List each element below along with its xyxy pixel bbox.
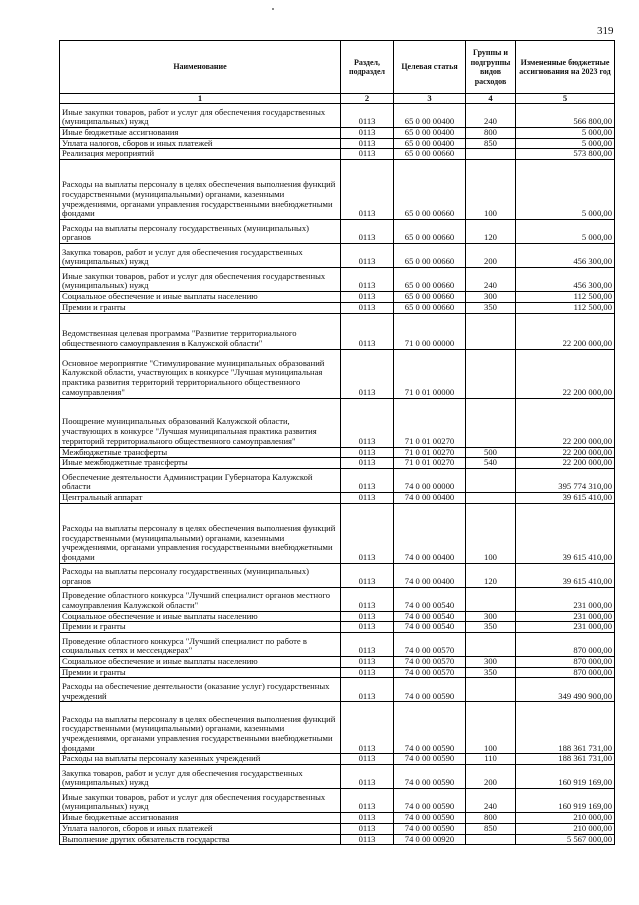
column-number: 4	[466, 94, 516, 104]
cell-section: 0113	[341, 104, 394, 128]
cell-amount: 566 800,00	[516, 104, 615, 128]
cell-name: Иные бюджетные ассигнования	[60, 128, 341, 139]
cell-target: 74 0 00 00570	[394, 657, 466, 668]
header-groups: Группы и подгруппы видов расходов	[466, 41, 516, 94]
cell-section: 0113	[341, 503, 394, 563]
cell-target: 71 0 01 00270	[394, 458, 466, 469]
cell-group	[466, 149, 516, 160]
cell-target: 65 0 00 00400	[394, 128, 466, 139]
cell-amount: 349 490 900,00	[516, 678, 615, 702]
cell-amount: 870 000,00	[516, 657, 615, 668]
cell-group: 350	[466, 622, 516, 633]
cell-section: 0113	[341, 611, 394, 622]
cell-target: 71 0 00 00000	[394, 313, 466, 349]
table-row	[60, 622, 615, 633]
cell-target: 74 0 00 00590	[394, 678, 466, 702]
header-target: Целевая статья	[394, 41, 466, 94]
cell-section: 0113	[341, 302, 394, 313]
header-amount: Измененные бюджетные ассигнования на 2023 год	[516, 41, 615, 94]
cell-name: Расходы на выплаты персоналу казенных учреждений	[60, 754, 341, 765]
cell-amount: 160 919 169,00	[516, 789, 615, 813]
cell-section: 0113	[341, 244, 394, 268]
cell-target: 65 0 00 00660	[394, 160, 466, 220]
cell-amount: 39 615 410,00	[516, 492, 615, 503]
cell-group	[466, 468, 516, 492]
cell-group: 800	[466, 128, 516, 139]
cell-name: Уплата налогов, сборов и иных платежей	[60, 823, 341, 834]
cell-target: 74 0 00 00540	[394, 622, 466, 633]
cell-amount: 5 000,00	[516, 128, 615, 139]
table-row	[60, 292, 615, 303]
cell-group: 800	[466, 813, 516, 824]
cell-group	[466, 633, 516, 657]
table-row	[60, 633, 615, 657]
table-row	[60, 754, 615, 765]
cell-section: 0113	[341, 633, 394, 657]
cell-name: Премии и гранты	[60, 302, 341, 313]
cell-group: 850	[466, 823, 516, 834]
cell-target: 74 0 00 00570	[394, 667, 466, 678]
table-row	[60, 587, 615, 611]
cell-group: 240	[466, 104, 516, 128]
cell-name: Уплата налогов, сборов и иных платежей	[60, 138, 341, 149]
cell-amount: 5 000,00	[516, 160, 615, 220]
cell-amount: 112 500,00	[516, 292, 615, 303]
scan-speck	[272, 8, 274, 10]
table-row	[60, 702, 615, 754]
column-number: 2	[341, 94, 394, 104]
cell-target: 74 0 00 00590	[394, 789, 466, 813]
table-body	[60, 104, 615, 845]
cell-section: 0113	[341, 667, 394, 678]
cell-amount: 395 774 310,00	[516, 468, 615, 492]
cell-name: Расходы на выплаты персоналу в целях обеспечения выполнения функций государственными (муниципальными) органами, казенными учреждениями, органами управления государственными внебюджетными фондами	[60, 503, 341, 563]
cell-group: 350	[466, 302, 516, 313]
cell-group: 240	[466, 268, 516, 292]
cell-target: 71 0 01 00000	[394, 349, 466, 398]
cell-section: 0113	[341, 678, 394, 702]
table-row	[60, 104, 615, 128]
header-row	[60, 41, 615, 94]
cell-name: Иные закупки товаров, работ и услуг для обеспечения государственных (муниципальных) нужд	[60, 268, 341, 292]
header-section: Раздел, подраздел	[341, 41, 394, 94]
table-row	[60, 349, 615, 398]
cell-amount: 231 000,00	[516, 622, 615, 633]
cell-target: 65 0 00 00660	[394, 302, 466, 313]
cell-amount: 210 000,00	[516, 823, 615, 834]
cell-amount: 5 567 000,00	[516, 834, 615, 845]
table-row	[60, 611, 615, 622]
cell-group	[466, 398, 516, 447]
cell-group: 850	[466, 138, 516, 149]
cell-group: 300	[466, 611, 516, 622]
cell-name: Иные бюджетные ассигнования	[60, 813, 341, 824]
cell-section: 0113	[341, 563, 394, 587]
cell-group: 350	[466, 667, 516, 678]
cell-group: 240	[466, 789, 516, 813]
column-number: 5	[516, 94, 615, 104]
cell-name: Закупка товаров, работ и услуг для обеспечения государственных (муниципальных) нужд	[60, 765, 341, 789]
table-row	[60, 823, 615, 834]
table-row	[60, 678, 615, 702]
cell-name: Ведомственная целевая программа "Развитие территориального общественного самоуправления в Калужской области"	[60, 313, 341, 349]
cell-section: 0113	[341, 292, 394, 303]
cell-amount: 112 500,00	[516, 302, 615, 313]
column-number-row	[60, 94, 615, 104]
cell-section: 0113	[341, 349, 394, 398]
cell-target: 74 0 00 00540	[394, 611, 466, 622]
cell-name: Расходы на выплаты персоналу государственных (муниципальных) органов	[60, 220, 341, 244]
cell-amount: 22 200 000,00	[516, 458, 615, 469]
cell-name: Иные закупки товаров, работ и услуг для обеспечения государственных (муниципальных) нужд	[60, 789, 341, 813]
cell-name: Расходы на выплаты персоналу в целях обеспечения выполнения функций государственными (муниципальными) органами, казенными учреждениями, органами управления государственными внебюджетными фондами	[60, 160, 341, 220]
cell-name: Расходы на выплаты персоналу в целях обеспечения выполнения функций государственными (муниципальными) органами, казенными учреждениями, органами управления государственными внебюджетными фондами	[60, 702, 341, 754]
cell-name: Поощрение муниципальных образований Калужской области, участвующих в конкурсе "Лучшая муниципальная практика развития территорий территориального общественного самоуправления"	[60, 398, 341, 447]
cell-section: 0113	[341, 220, 394, 244]
table-row	[60, 563, 615, 587]
header-name: Наименование	[60, 41, 341, 94]
cell-group: 100	[466, 702, 516, 754]
cell-target: 74 0 00 00920	[394, 834, 466, 845]
cell-group: 300	[466, 657, 516, 668]
cell-amount: 456 300,00	[516, 244, 615, 268]
cell-name: Премии и гранты	[60, 622, 341, 633]
cell-target: 65 0 00 00660	[394, 244, 466, 268]
cell-target: 71 0 01 00270	[394, 398, 466, 447]
cell-name: Расходы на выплаты персоналу государственных (муниципальных) органов	[60, 563, 341, 587]
cell-name: Реализация мероприятий	[60, 149, 341, 160]
cell-group	[466, 492, 516, 503]
cell-section: 0113	[341, 813, 394, 824]
cell-target: 65 0 00 00660	[394, 292, 466, 303]
cell-section: 0113	[341, 128, 394, 139]
table-row	[60, 160, 615, 220]
cell-section: 0113	[341, 458, 394, 469]
cell-section: 0113	[341, 492, 394, 503]
cell-amount: 870 000,00	[516, 633, 615, 657]
table-row	[60, 244, 615, 268]
cell-target: 65 0 00 00660	[394, 149, 466, 160]
table-row	[60, 313, 615, 349]
table-row	[60, 128, 615, 139]
cell-amount: 5 000,00	[516, 220, 615, 244]
cell-section: 0113	[341, 823, 394, 834]
cell-name: Социальное обеспечение и иные выплаты населению	[60, 657, 341, 668]
cell-section: 0113	[341, 657, 394, 668]
cell-target: 74 0 00 00590	[394, 813, 466, 824]
cell-section: 0113	[341, 622, 394, 633]
cell-target: 74 0 00 00570	[394, 633, 466, 657]
cell-amount: 5 000,00	[516, 138, 615, 149]
column-number: 3	[394, 94, 466, 104]
cell-target: 65 0 00 00660	[394, 268, 466, 292]
cell-section: 0113	[341, 834, 394, 845]
cell-amount: 160 919 169,00	[516, 765, 615, 789]
cell-section: 0113	[341, 468, 394, 492]
table-row	[60, 813, 615, 824]
cell-name: Социальное обеспечение и иные выплаты населению	[60, 611, 341, 622]
cell-section: 0113	[341, 160, 394, 220]
cell-name: Закупка товаров, работ и услуг для обеспечения государственных (муниципальных) нужд	[60, 244, 341, 268]
table-row	[60, 667, 615, 678]
cell-target: 65 0 00 00400	[394, 104, 466, 128]
cell-target: 74 0 00 00400	[394, 503, 466, 563]
table-row	[60, 268, 615, 292]
cell-group: 540	[466, 458, 516, 469]
cell-group: 200	[466, 244, 516, 268]
column-number: 1	[60, 94, 341, 104]
table-row	[60, 220, 615, 244]
table-row	[60, 447, 615, 458]
cell-target: 65 0 00 00400	[394, 138, 466, 149]
cell-amount: 231 000,00	[516, 611, 615, 622]
cell-target: 74 0 00 00000	[394, 468, 466, 492]
cell-target: 74 0 00 00540	[394, 587, 466, 611]
cell-section: 0113	[341, 138, 394, 149]
cell-group	[466, 313, 516, 349]
cell-name: Социальное обеспечение и иные выплаты населению	[60, 292, 341, 303]
cell-name: Иные закупки товаров, работ и услуг для обеспечения государственных (муниципальных) нужд	[60, 104, 341, 128]
cell-section: 0113	[341, 149, 394, 160]
table-row	[60, 503, 615, 563]
table-row	[60, 492, 615, 503]
cell-target: 71 0 01 00270	[394, 447, 466, 458]
table-row	[60, 149, 615, 160]
cell-amount: 22 200 000,00	[516, 313, 615, 349]
cell-amount: 22 200 000,00	[516, 349, 615, 398]
cell-name: Премии и гранты	[60, 667, 341, 678]
table-row	[60, 468, 615, 492]
cell-name: Выполнение других обязательств государства	[60, 834, 341, 845]
cell-group: 100	[466, 160, 516, 220]
cell-amount: 573 800,00	[516, 149, 615, 160]
cell-group	[466, 834, 516, 845]
cell-amount: 210 000,00	[516, 813, 615, 824]
cell-group	[466, 587, 516, 611]
cell-section: 0113	[341, 765, 394, 789]
cell-group: 300	[466, 292, 516, 303]
cell-section: 0113	[341, 754, 394, 765]
cell-target: 74 0 00 00590	[394, 702, 466, 754]
cell-section: 0113	[341, 268, 394, 292]
cell-name: Расходы на обеспечение деятельности (оказание услуг) государственных учреждений	[60, 678, 341, 702]
cell-group	[466, 349, 516, 398]
cell-group: 110	[466, 754, 516, 765]
cell-section: 0113	[341, 702, 394, 754]
cell-name: Основное мероприятие "Стимулирование муниципальных образований Калужской области, участвующих в конкурсе "Лучшая муниципальная практика развития территорий территориального общественного самоуправления"	[60, 349, 341, 398]
page-number: 319	[597, 25, 614, 37]
cell-amount: 456 300,00	[516, 268, 615, 292]
cell-section: 0113	[341, 789, 394, 813]
cell-group	[466, 678, 516, 702]
cell-name: Иные межбюджетные трансферты	[60, 458, 341, 469]
cell-name: Обеспечение деятельности Администрации Губернатора Калужской области	[60, 468, 341, 492]
cell-amount: 39 615 410,00	[516, 563, 615, 587]
table-row	[60, 657, 615, 668]
cell-target: 74 0 00 00590	[394, 754, 466, 765]
table-row	[60, 302, 615, 313]
cell-amount: 188 361 731,00	[516, 702, 615, 754]
cell-amount: 188 361 731,00	[516, 754, 615, 765]
cell-amount: 22 200 000,00	[516, 447, 615, 458]
table-row	[60, 765, 615, 789]
cell-section: 0113	[341, 313, 394, 349]
cell-target: 74 0 00 00590	[394, 823, 466, 834]
cell-name: Межбюджетные трансферты	[60, 447, 341, 458]
table-row	[60, 138, 615, 149]
cell-section: 0113	[341, 587, 394, 611]
table-row	[60, 789, 615, 813]
cell-target: 74 0 00 00590	[394, 765, 466, 789]
budget-table	[59, 40, 615, 845]
cell-amount: 231 000,00	[516, 587, 615, 611]
cell-group: 120	[466, 220, 516, 244]
cell-target: 65 0 00 00660	[394, 220, 466, 244]
table-row	[60, 834, 615, 845]
cell-target: 74 0 00 00400	[394, 563, 466, 587]
table-row	[60, 458, 615, 469]
cell-section: 0113	[341, 447, 394, 458]
cell-amount: 39 615 410,00	[516, 503, 615, 563]
cell-group: 200	[466, 765, 516, 789]
cell-section: 0113	[341, 398, 394, 447]
cell-group: 500	[466, 447, 516, 458]
table-row	[60, 398, 615, 447]
cell-group: 120	[466, 563, 516, 587]
cell-name: Проведение областного конкурса "Лучший специалист по работе в социальных сетях и мессенджерах"	[60, 633, 341, 657]
cell-group: 100	[466, 503, 516, 563]
cell-name: Центральный аппарат	[60, 492, 341, 503]
cell-target: 74 0 00 00400	[394, 492, 466, 503]
cell-amount: 870 000,00	[516, 667, 615, 678]
cell-name: Проведение областного конкурса "Лучший специалист органов местного самоуправления Калужской области"	[60, 587, 341, 611]
cell-amount: 22 200 000,00	[516, 398, 615, 447]
